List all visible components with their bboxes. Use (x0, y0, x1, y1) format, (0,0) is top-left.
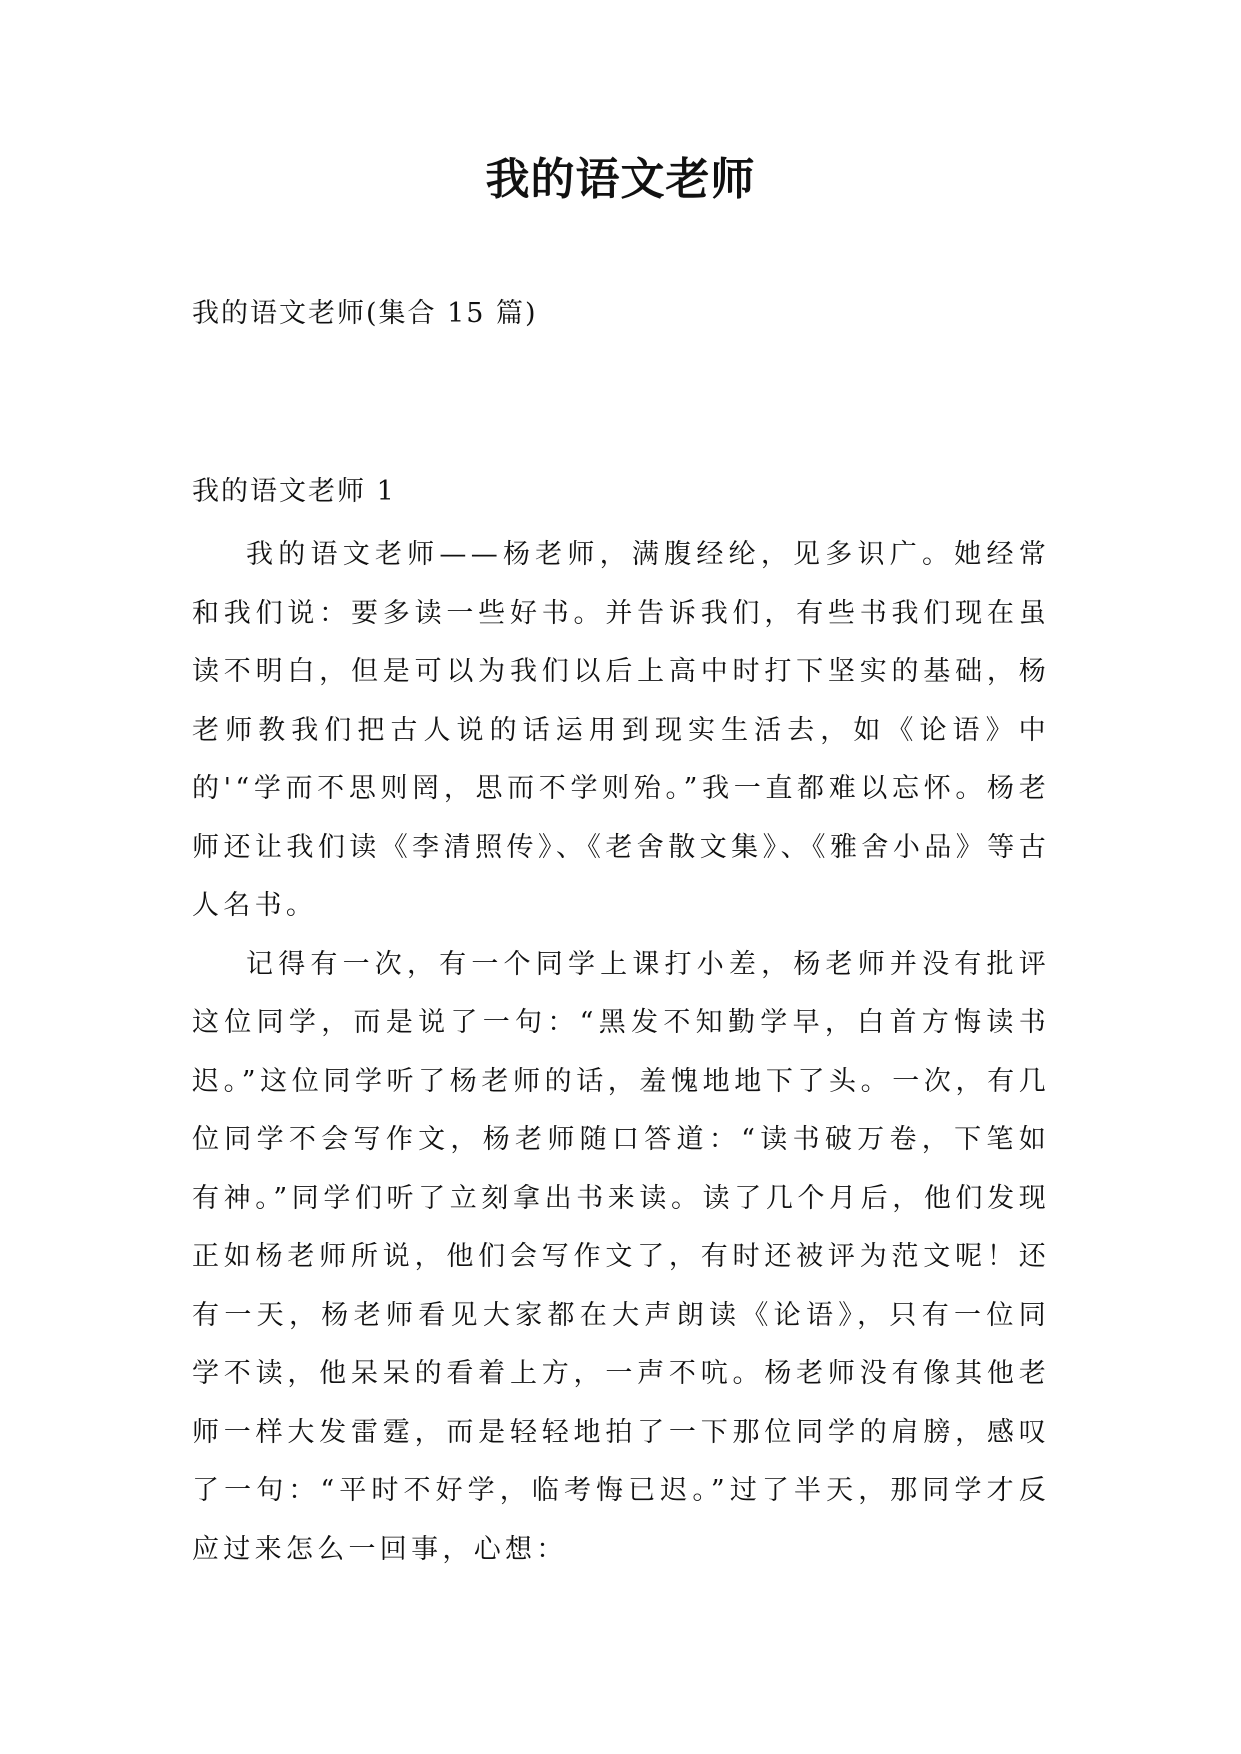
paragraph: 记得有一次，有一个同学上课打小差，杨老师并没有批评 这位同学，而是说了一句：“黑发不知勤学早，白首方悔读书迟。”这位同学听了杨老师的话，羞愧地地下了头。一次，有几位同学不会写作文，杨老师随口答道：“读书破万卷，下笔如有神。”同学们听了立刻拿出书来读。读了几个月后，他们发现正如杨老师所说，他们会写作文了，有时还被评为范文呢！还有一天，杨老师看见大家都在大声朗读《论语》，只有一位同学不读，他呆呆的看着上方，一声不吭。杨老师没有像其他老师一样大发雷霆，而是轻轻地拍了一下那位同学的肩膀，感叹了一句：“平时不好学，临考悔已迟。”过了半天，那同学才反应过来怎么一回事，心想： (192, 948, 1050, 1565)
section-body (192, 526, 1050, 1579)
paragraph: 我的语文老师——杨老师，满腹经纶，见多识广。她经常和我们说：要多读一些好书。并告诉我们，有些书我们现在虽读不明白，但是可以为我们以后上高中时打下坚实的基础，杨老师教我们把古人说的话运用到现实生活去，如《论语》中的'“学而不思则罔，思而不学则殆。”我一直都难以忘怀。杨老师还让我们读《李清照传》、《老舍散文集》、《雅舍小品》等古人名书。 (192, 539, 1050, 921)
section-heading: 我的语文老师 1 (192, 476, 396, 507)
document-subtitle: 我的语文老师(集合 15 篇) (192, 298, 538, 329)
document-title: 我的语文老师 (485, 154, 756, 205)
